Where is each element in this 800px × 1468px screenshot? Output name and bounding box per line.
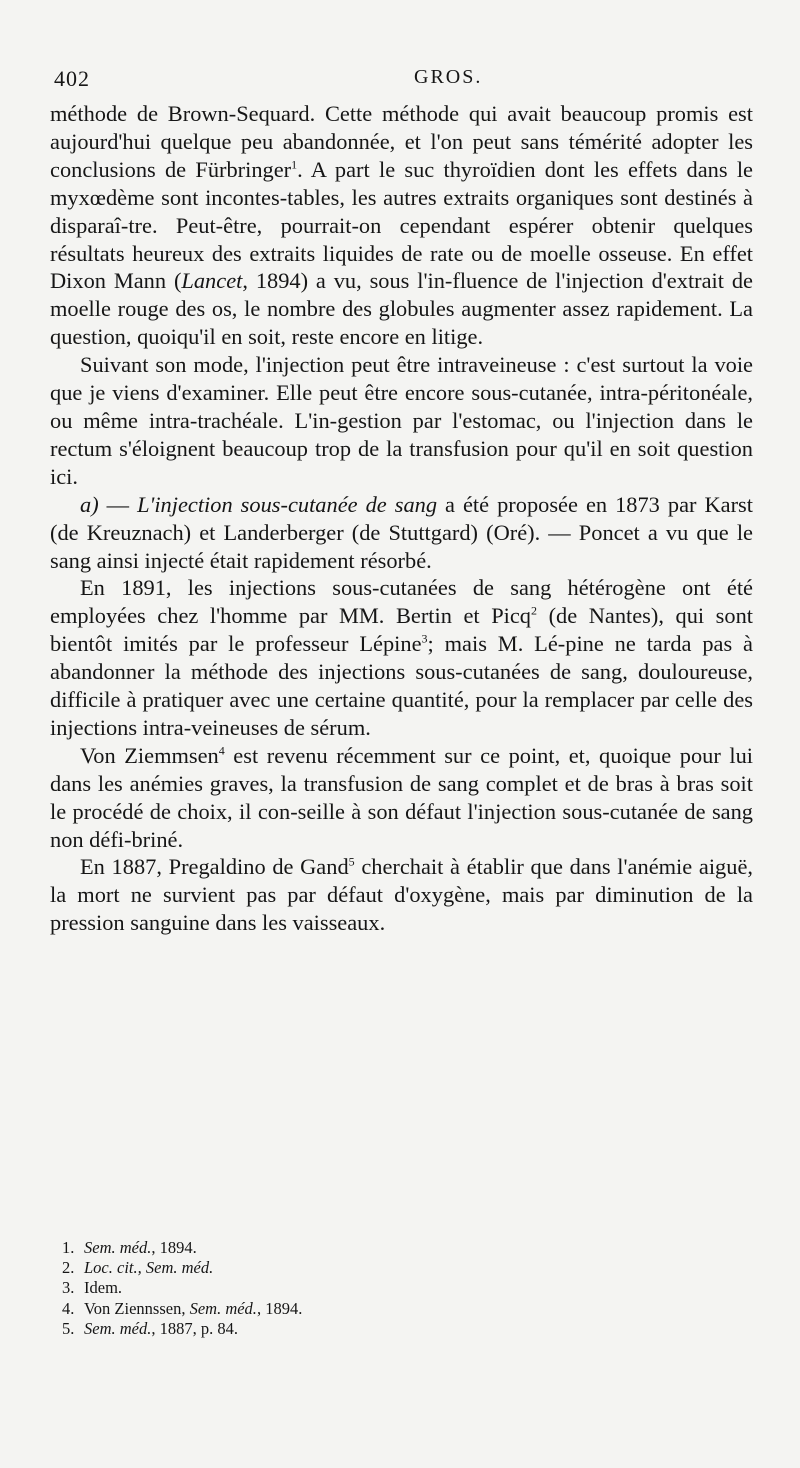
body-text: [50, 100, 753, 937]
footnote-ref: 1: [291, 157, 298, 172]
footnote-ref: 3: [421, 631, 428, 646]
footnote-number: 2.: [62, 1258, 75, 1278]
text-run: En 1891, les injections sous-cutanées de sang hétérogène ont été employées chez l'homme par MM. Bertin et Picq: [50, 575, 753, 629]
text-run: Von Ziennssen,: [84, 1298, 190, 1318]
italic-text: Sem. méd.: [84, 1318, 152, 1338]
footnote: [62, 1278, 662, 1298]
text-run: Idem.: [84, 1278, 123, 1298]
text-run: , 1894) a vu, sous l'in-fluence de l'injection d'extrait de moelle rouge des os, le nombre des globules augmenter assez rapidement. La question, quoiqu'il en soit, reste encore en litige.: [50, 268, 753, 350]
italic-text: a): [80, 491, 99, 517]
text-run: , 1887, p. 84.: [151, 1318, 238, 1338]
paragraph: [50, 742, 753, 854]
italic-text: Lancet: [181, 268, 243, 294]
footnote: [62, 1319, 662, 1339]
footnote: [62, 1258, 662, 1278]
text-run: cherchait à établir que dans l'anémie aiguë, la mort ne survient pas par défaut d'oxygène, mais par diminution de la pression sanguine dans les vaisseaux.: [50, 854, 753, 936]
paragraph: [50, 100, 753, 351]
italic-text: Sem. méd.: [84, 1238, 152, 1257]
text-run: . A part le suc thyroïdien dont les effets dans le myxœdème sont incontes-tables, les autres extraits organiques sont destinés à disparaî-tre. Peut-être, pourrait-on cependant espérer obtenir quelques résultats heureux des extraits liquides de rate ou de moelle osseuse. En effet Dixon Mann (: [50, 156, 753, 294]
text-run: , 1894.: [151, 1238, 197, 1257]
text-run: méthode de Brown-Sequard. Cette méthode qui avait beaucoup promis est aujourd'hui quelque peu abandonnée, et l'on peut sans témérité adopter les conclusions de Fürbringer: [50, 101, 753, 182]
text-run: Von Ziemmsen: [80, 742, 219, 768]
text-run: ; mais M. Lé-pine ne tarda pas à abandonner la méthode des injections sous-cutanées de sang, douloureuse, difficile à pratiquer avec une certaine quantité, pour la remplacer par celle des injections intra-veineuses de sérum.: [50, 631, 753, 740]
italic-text: Sem. méd.: [189, 1298, 257, 1318]
text-run: , 1894.: [256, 1298, 303, 1318]
footnote-ref: 4: [218, 743, 225, 758]
paragraph: [50, 574, 753, 741]
italic-text: L'injection sous-cutanée de sang: [137, 491, 438, 517]
page-number: 402: [54, 66, 90, 91]
text-run: est revenu récemment sur ce point, et, quoique pour lui dans les anémies graves, la transfusion de sang complet et de bras à bras soit le procédé de choix, il con-seille à son défaut l'injection sous-cutanée de sang non défi-briné.: [50, 742, 753, 852]
text-run: —: [98, 491, 138, 517]
paragraph: [50, 351, 753, 491]
running-title: GROS.: [414, 66, 483, 88]
footnote-number: 3.: [62, 1278, 75, 1298]
footnote-number: 4.: [62, 1298, 75, 1318]
paragraph: [50, 853, 753, 937]
footnote-ref: 2: [531, 603, 538, 618]
text-run: Suivant son mode, l'injection peut être intraveineuse : c'est surtout la voie que je viens d'examiner. Elle peut être encore sous-cutanée, intra-péritonéale, ou même intra-trachéale. L'in-gestion par l'estomac, ou l'injection dans le rectum s'éloignent beaucoup trop de la transfusion pour qu'il en soit question ici.: [50, 352, 753, 489]
running-head: [52, 62, 748, 94]
footnote: [62, 1299, 662, 1319]
footnote-ref: 5: [348, 855, 355, 869]
text-run: En 1887, Pregaldino de Gand: [80, 854, 349, 880]
footnote: [62, 1238, 662, 1258]
italic-text: Loc. cit., Sem. méd.: [84, 1258, 214, 1278]
footnotes: [62, 1238, 662, 1339]
footnote-number: 1.: [62, 1238, 75, 1257]
paragraph: [50, 491, 753, 575]
text-run: (de Nantes), qui sont bientôt imités par le professeur Lépine: [50, 603, 753, 657]
footnote-number: 5.: [62, 1318, 75, 1338]
text-run: a été proposée en 1873 par Karst (de Kreuznach) et Landerberger (de Stuttgard) (Oré). — Poncet a vu que le sang ainsi injecté était rapidement résorbé.: [50, 491, 753, 573]
